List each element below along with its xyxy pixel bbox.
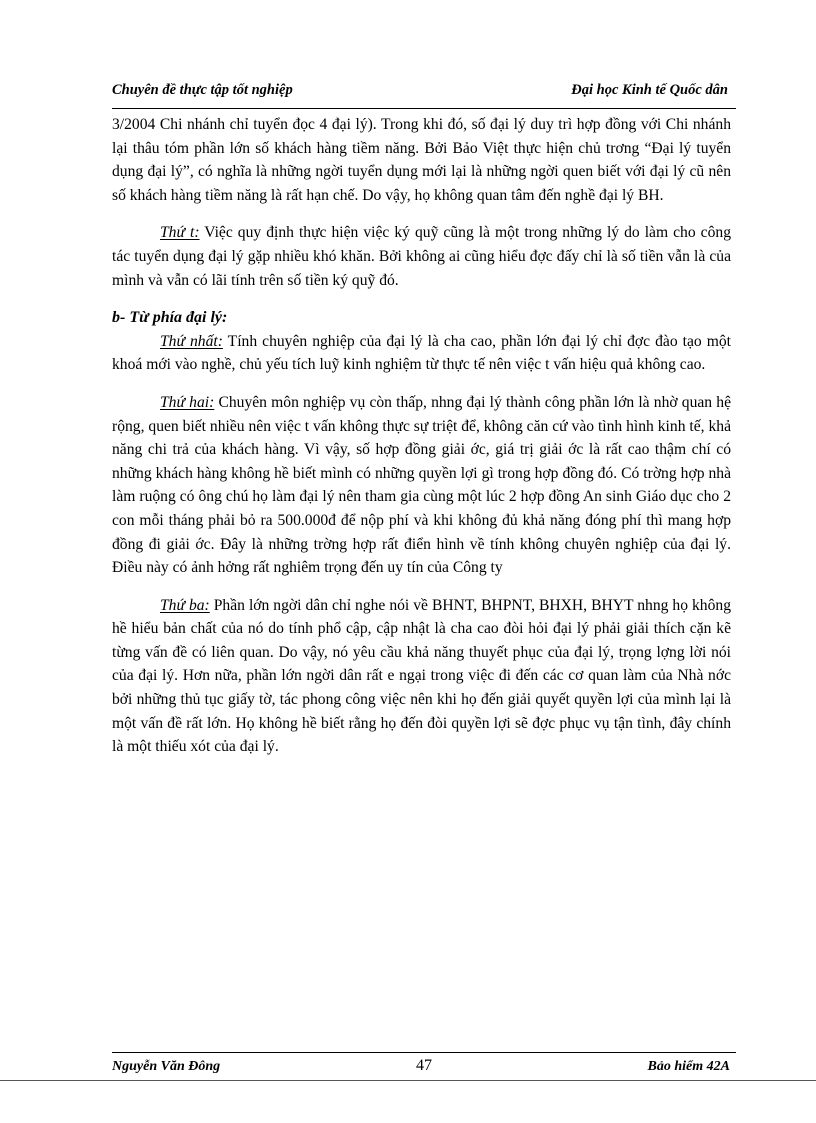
header-divider	[112, 108, 736, 109]
page-header	[112, 80, 736, 104]
paragraph-text: Phần lớn ngời dân chỉ nghe nói về BHNT, BHPNT, BHXH, BHYT nhng họ không hề hiểu bản chất của nó do tính phổ cập, cập nhật là cha cao đòi hỏi đại lý phải giải thích cặn kẽ từng vấn đề có liên quan. Do vậy, nó yêu cầu khả năng thuyết phục của đại lý, trọng lợng lời nói của đại lý. Hơn nữa, phần lớn ngời dân rất e ngại trong việc đi đến các cơ quan làm của Nhà nớc bởi những thủ tục giấy tờ, tác phong công việc nên khi họ đến giải quyết quyền lợi của mình lại là một vấn đề rất lớn. Họ không hề biết rằng họ đến đòi quyền lợi sẽ đợc phục vụ tận tình, đây chính là một thiếu xót của đại lý.	[112, 596, 731, 756]
paragraph-thu-hai	[112, 391, 731, 580]
header-title-right: Đại học Kinh tế Quốc dân	[571, 82, 728, 98]
paragraph-label: Thứ ba:	[160, 596, 210, 614]
paragraph-text: Chuyên môn nghiệp vụ còn thấp, nhng đại lý thành công phần lớn là nhờ quan hệ rộng, quen biết nhiều nên việc t vấn không thực sự triệt để, không căn cứ vào tình hình kinh tế, khả năng chi trả của khách hàng. Vì vậy, số hợp đồng giải ớc, giá trị giải ớc là rất cao thậm chí có những khách hàng không hề biết mình có những quyền lợi gì trong hợp đồng đó. Có trờng hợp nhà làm ruộng có ông chú họ làm đại lý nên tham gia cùng một lúc 2 hợp đồng An sinh Giáo dục cho 2 con mỗi tháng phải bỏ ra 500.000đ để nộp phí và khi không đủ khả năng đóng phí thì mang hợp đồng đi giải ớc. Đây là những trờng hợp rất điển hình về tính không chuyên nghiệp của đại lý. Điều này có ảnh hởng rất nghiêm trọng đến uy tín của Công ty	[112, 393, 731, 577]
header-title-left: Chuyên đề thực tập tốt nghiệp	[112, 82, 293, 98]
paragraph-thu-ba	[112, 594, 731, 759]
paragraph-label: Thứ nhất:	[160, 332, 223, 350]
paragraph-thu-nhat	[112, 330, 731, 377]
section-heading: b- Từ phía đại lý:	[112, 309, 228, 327]
page-number: 47	[416, 1057, 432, 1074]
paragraph-continued: 3/2004 Chi nhánh chỉ tuyển đọc 4 đại lý). Trong khi đó, số đại lý duy trì hợp đồng với Chi nhánh lại thâu tóm phần lớn số khách hàng tiềm năng. Bởi Bảo Việt thực hiện chủ trơng “Đại lý tuyển dụng đại lý”, có nghĩa là những ngời tuyển dụng mới lại là những ngời quen biết với đại lý cũ nên số khách hàng tiềm năng là rất hạn chế. Do vậy, họ không quan tâm đến nghề đại lý BH.	[112, 116, 731, 204]
paragraph-label: Thứ t:	[160, 224, 200, 242]
paragraph-label: Thứ hai:	[160, 393, 215, 411]
page-footer	[112, 1055, 736, 1079]
document-body	[112, 113, 731, 759]
page-bottom-line	[0, 1080, 816, 1081]
footer-department: Bảo hiểm 42A	[647, 1059, 730, 1074]
paragraph-thu-tu	[112, 221, 731, 292]
paragraph-text: Tính chuyên nghiệp của đại lý là cha cao, phần lớn đại lý chỉ đợc đào tạo một khoá mới vào nghề, chủ yếu tích luỹ kinh nghiệm từ thực tế nên việc t vấn hiệu quả không cao.	[112, 332, 731, 374]
footer-divider	[112, 1052, 736, 1053]
paragraph-text: Việc quy định thực hiện việc ký quỹ cũng là một trong những lý do làm cho công tác tuyển dụng đại lý gặp nhiều khó khăn. Bởi không ai cũng hiểu đợc đấy chỉ là số tiền vẫn là của mình và vẫn có lãi tính trên số tiền ký quỹ đó.	[112, 224, 731, 289]
footer-author: Nguyễn Văn Đông	[112, 1059, 221, 1074]
